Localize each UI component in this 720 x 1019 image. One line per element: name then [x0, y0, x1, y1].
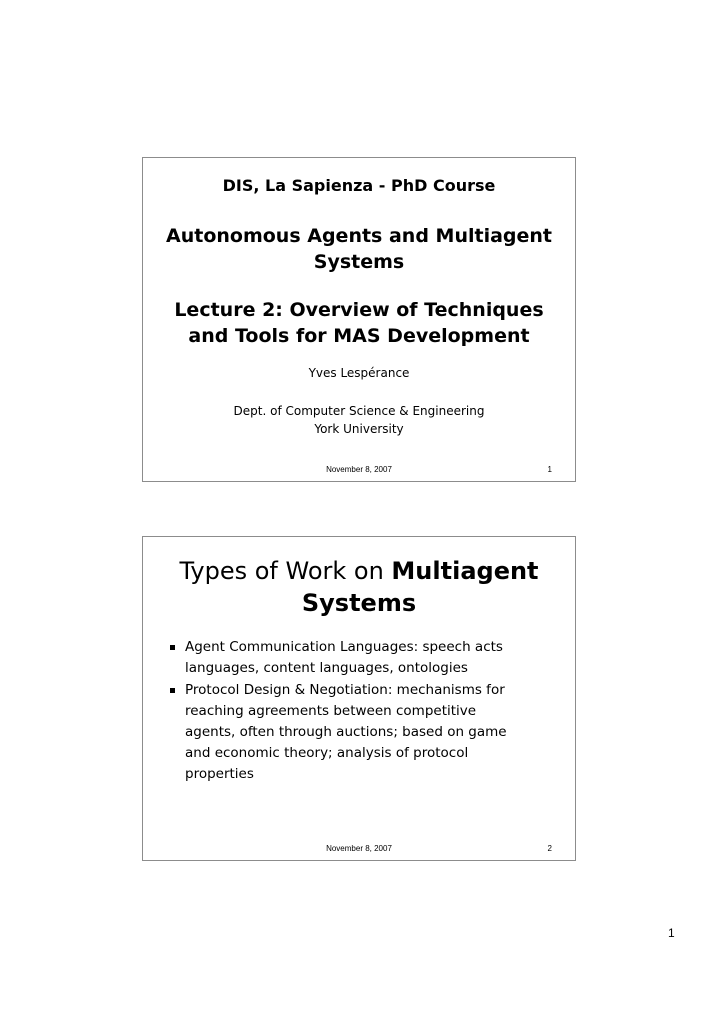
- slide-number: 1: [547, 465, 552, 474]
- lecture-title: [143, 297, 575, 349]
- title-line: Autonomous Agents and Multiagent: [166, 225, 552, 247]
- title-line: [143, 555, 575, 587]
- title-emphasis: Multiagent: [391, 557, 539, 585]
- square-bullet-icon: [170, 688, 175, 693]
- bullet-line: agents, often through auctions; based on game: [185, 724, 507, 740]
- title-line: Systems: [313, 251, 405, 273]
- bullet-list: [167, 637, 567, 786]
- department: Dept. of Computer Science & Engineering: [233, 404, 485, 418]
- slide-2: [142, 536, 576, 861]
- square-bullet-icon: [170, 645, 175, 650]
- lecture-line: and Tools for MAS Development: [188, 325, 530, 347]
- bullet-line: Protocol Design & Negotiation: mechanisms for: [185, 682, 505, 698]
- affiliation: [143, 402, 575, 438]
- bullet-line: languages, content languages, ontologies: [185, 660, 468, 676]
- title-prefix: Types of Work on: [179, 557, 392, 585]
- slide-number: 2: [547, 844, 552, 853]
- bullet-line: properties: [185, 766, 254, 782]
- slide-footer-date: November 8, 2007: [326, 465, 392, 474]
- slide-1: [142, 157, 576, 482]
- course-heading: DIS, La Sapienza - PhD Course: [222, 176, 496, 195]
- title-line: Systems: [301, 589, 417, 617]
- university: York University: [314, 422, 404, 436]
- bullet-line: Agent Communication Languages: speech acts: [185, 639, 503, 655]
- lecture-line: Lecture 2: Overview of Techniques: [174, 299, 544, 321]
- slide-footer-date: November 8, 2007: [326, 844, 392, 853]
- slide-2-title: [143, 555, 575, 619]
- bullet-line: reaching agreements between competitive: [185, 703, 477, 719]
- bullet-item: [167, 680, 567, 785]
- bullet-line: and economic theory; analysis of protocol: [185, 745, 469, 761]
- author-name: Yves Lespérance: [308, 366, 410, 380]
- page-number: 1: [668, 926, 675, 940]
- bullet-item: [167, 637, 567, 679]
- slide-1-title: [143, 223, 575, 275]
